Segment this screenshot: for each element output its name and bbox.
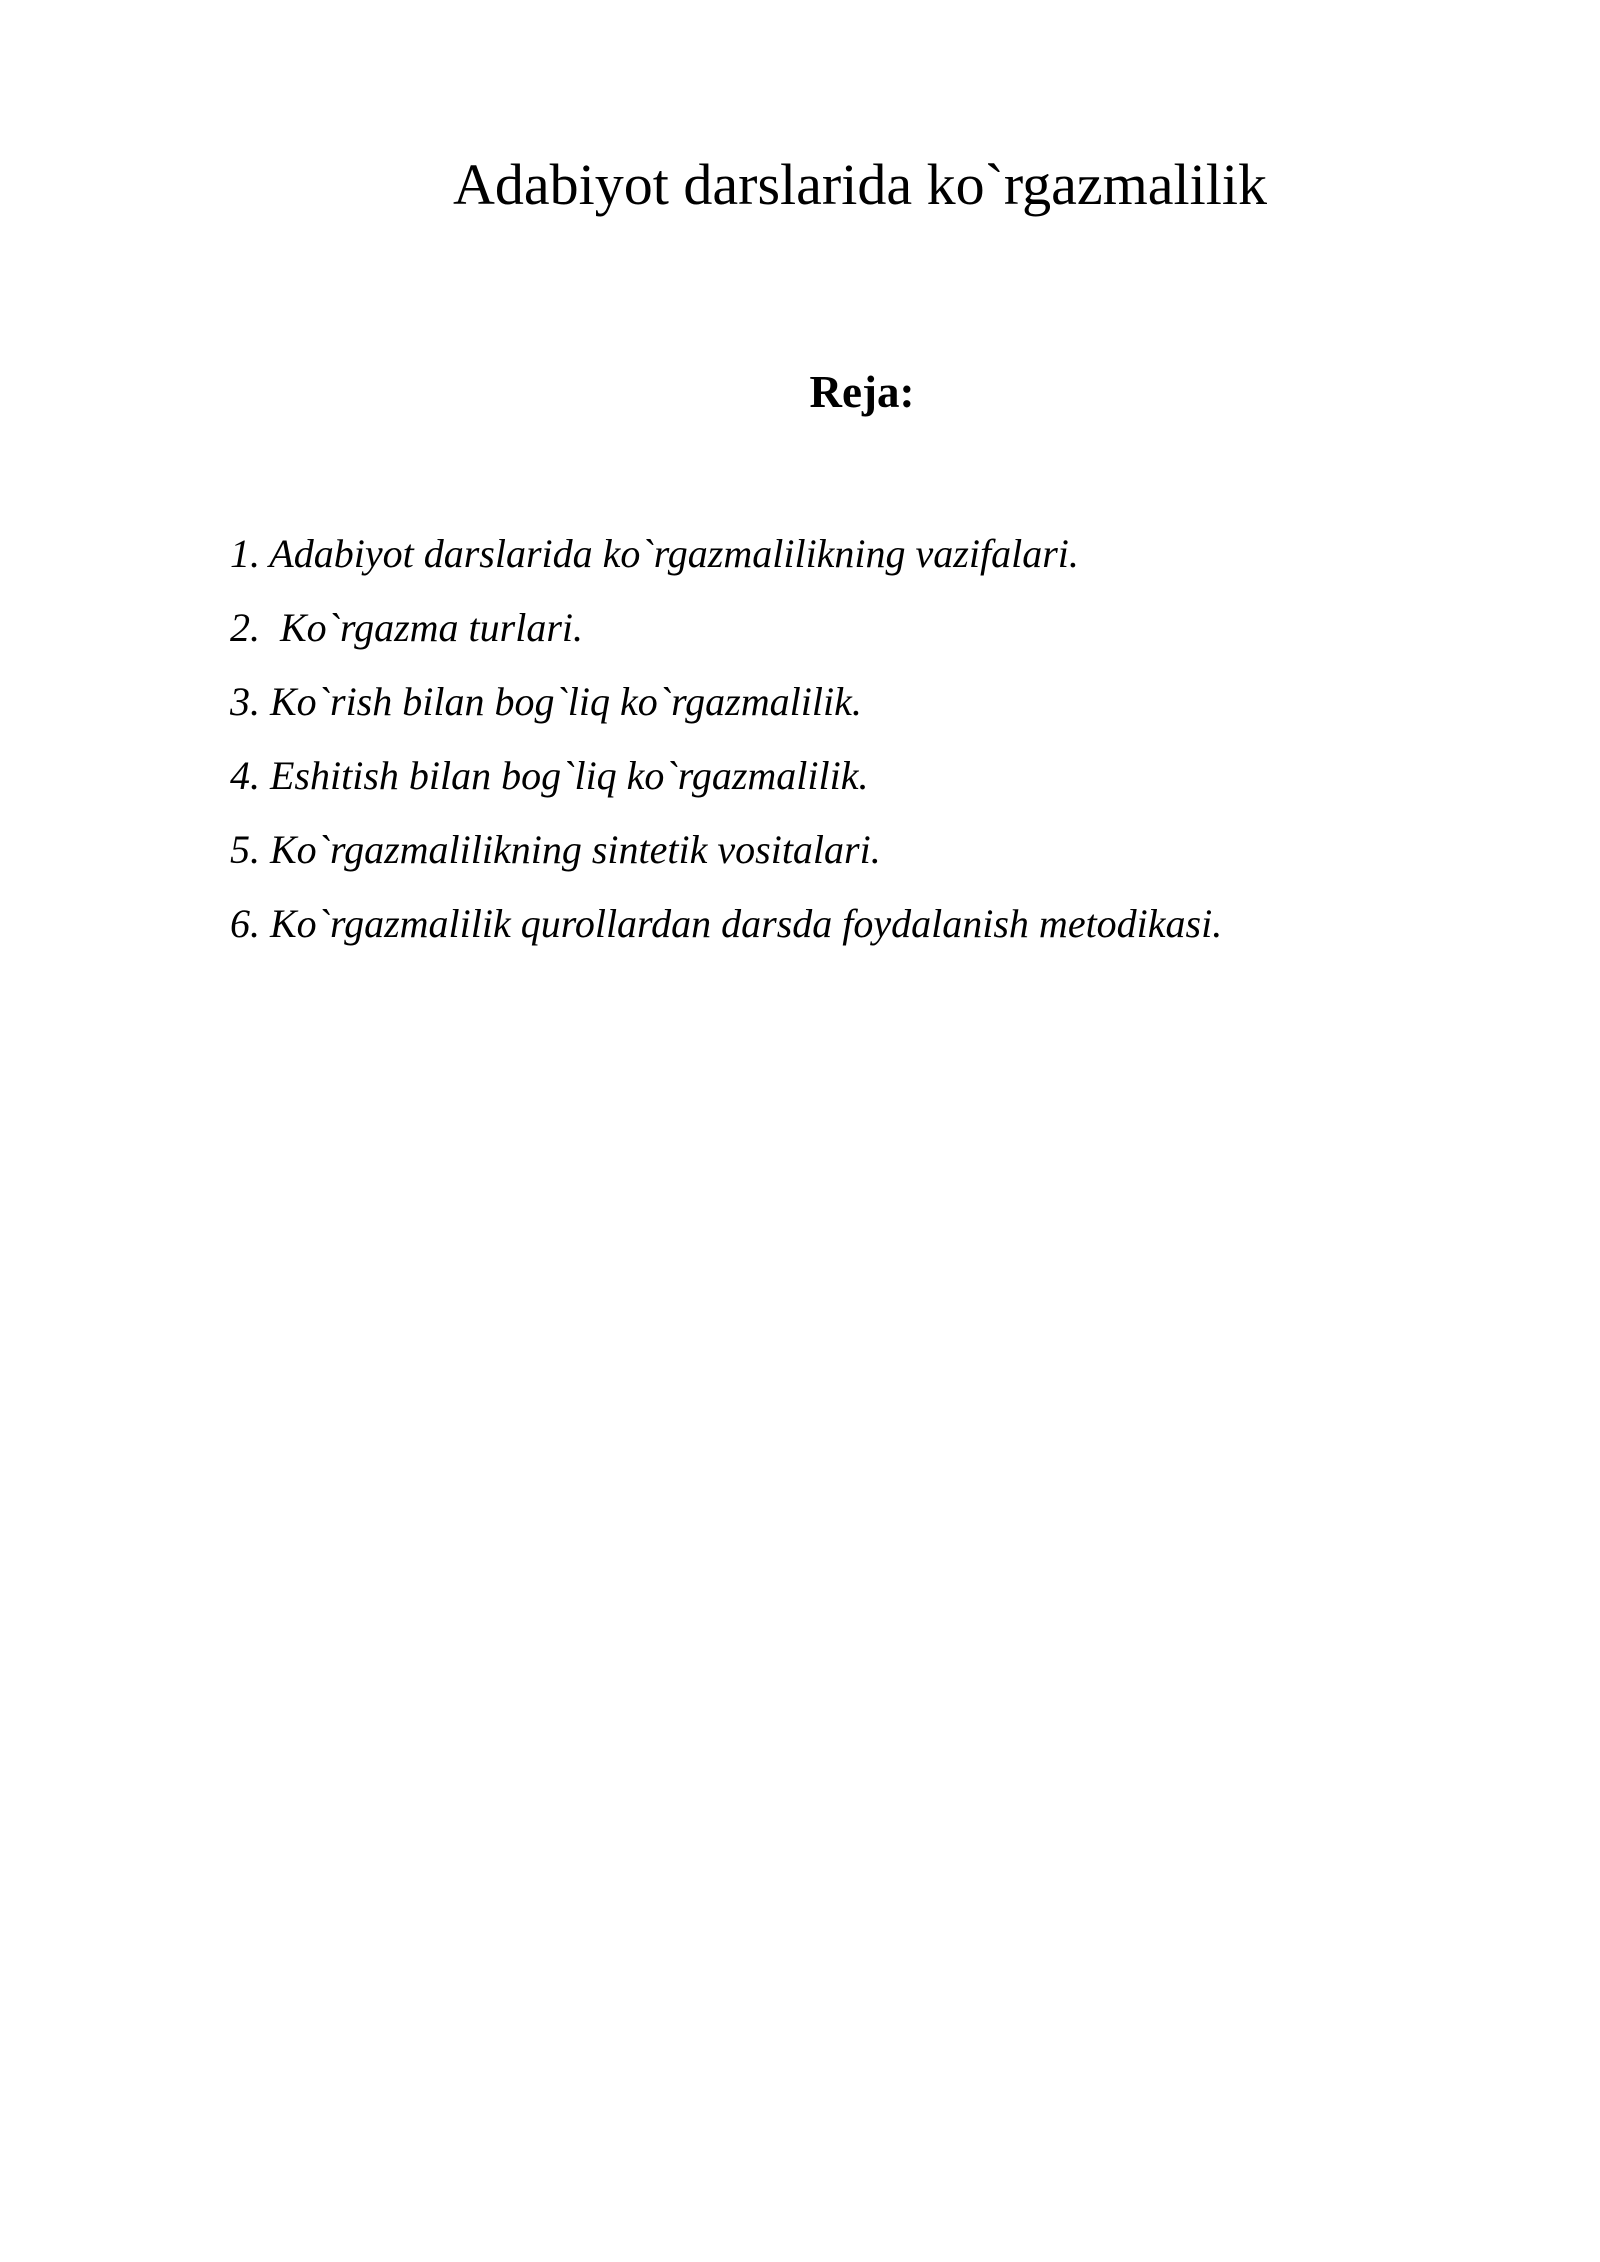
document-title: Adabiyot darslarida ko`rgazmalilik [453, 152, 1267, 217]
plan-item: 3. Ko`rish bilan bog`liq ko`rgazmalilik. [230, 679, 862, 724]
plan-list [230, 517, 1530, 961]
plan-item: 2. Ko`rgazma turlari. [230, 605, 584, 650]
plan-heading: Reja: [809, 367, 915, 417]
plan-item: 6. Ko`rgazmalilik qurollardan darsda foydalanish metodikasi. [230, 901, 1223, 946]
plan-item: 5. Ko`rgazmalilikning sintetik vositalari. [230, 827, 881, 872]
plan-item: 1. Adabiyot darslarida ko`rgazmalilikning vazifalari. [230, 531, 1079, 576]
plan-item: 4. Eshitish bilan bog`liq ko`rgazmalilik. [230, 753, 869, 798]
